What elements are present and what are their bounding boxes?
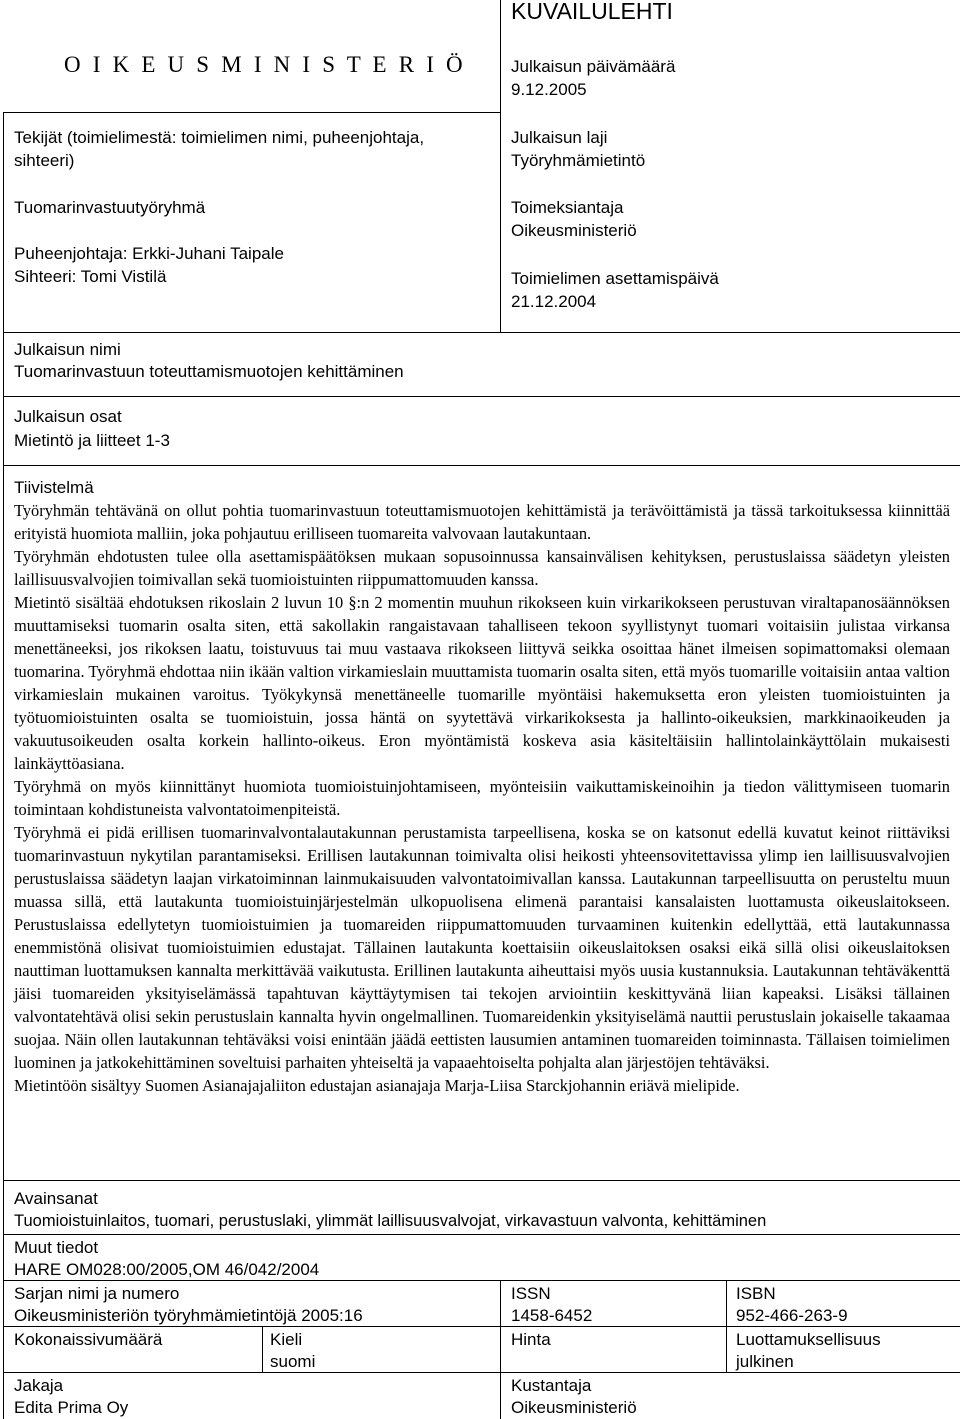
commissioner-value: Oikeusministeriö bbox=[511, 221, 637, 240]
confidentiality-label: Luottamuksellisuus bbox=[736, 1330, 881, 1349]
distributor-value: Edita Prima Oy bbox=[14, 1398, 129, 1417]
pages-label: Kokonaissivumäärä bbox=[14, 1330, 163, 1349]
rule-after-parts bbox=[3, 465, 960, 466]
isbn-value: 952-466-263-9 bbox=[736, 1306, 848, 1325]
publisher-value: Oikeusministeriö bbox=[511, 1398, 637, 1417]
appointment-date-label: Toimielimen asettamispäivä bbox=[511, 269, 719, 288]
publication-date-label: Julkaisun päivämäärä bbox=[511, 57, 676, 76]
divider-language bbox=[262, 1326, 263, 1372]
keywords-label: Avainsanat bbox=[14, 1189, 98, 1208]
abstract-paragraph: Mietintöön sisältyy Suomen Asianajajaliiton edustajan asianajaja Marja-Liisa Starckjohannin eriävä mielipide. bbox=[14, 1076, 740, 1095]
publication-date-value: 9.12.2005 bbox=[511, 80, 587, 99]
authors-label-cont: sihteeri) bbox=[14, 151, 75, 170]
publication-parts-value: Mietintö ja liitteet 1-3 bbox=[14, 431, 170, 450]
confidentiality-value: julkinen bbox=[736, 1352, 794, 1371]
rule-after-header bbox=[3, 332, 960, 333]
authors-label: Tekijät (toimielimestä: toimielimen nimi, puheenjohtaja, bbox=[14, 128, 425, 147]
divider-mid-bottom bbox=[500, 1280, 501, 1419]
isbn-label: ISBN bbox=[736, 1284, 776, 1303]
rule-after-name bbox=[3, 396, 960, 397]
language-value: suomi bbox=[270, 1352, 316, 1371]
publication-name-value: Tuomarinvastuun toteuttamismuotojen kehittäminen bbox=[14, 362, 404, 381]
other-info-label: Muut tiedot bbox=[14, 1238, 99, 1257]
abstract-paragraph: Työryhmän ehdotusten tulee olla asettamispäätöksen mukaan sopusoinnussa kansainvälisen kehityksen, perustuslaissa säädetyn yleisten laillisuusvalvojien toimivallan sekä tuomioistuinten riippumattomuuden kanssa. bbox=[14, 547, 950, 589]
appointment-date-value: 21.12.2004 bbox=[511, 292, 597, 311]
keywords-value: Tuomioistuinlaitos, tuomari, perustuslaki, ylimmät laillisuusvalvojat, virkavastuun valvonta, kehittäminen bbox=[14, 1212, 767, 1230]
language-label: Kieli bbox=[270, 1330, 303, 1349]
divider-right-bottom bbox=[726, 1280, 727, 1372]
form-title: KUVAILULEHTI bbox=[511, 0, 673, 24]
abstract-paragraph: Työryhmä on myös kiinnittänyt huomiota tuomioistuinjohtamiseen, myönteisiin vaikuttamiskeinoihin ja tiedon välittymiseen tuomarin toimintaan kohdistuneista valvontatoimenpiteistä. bbox=[14, 777, 950, 819]
abstract-paragraph: Mietintö sisältää ehdotuksen rikoslain 2 luvun 10 §:n 2 momentin muuhun rikokseen kuin virkarikokseen perustuvan viraltapanosäännöksen muuttamiseksi tuomarin osalta siten, että sakollakin rangaistavaan tahalliseen tekoon syyllistynyt tuomari voitaisiin julistaa virkansa menettäneeksi, jos rikoksen laatu, toistuvuus tai muu vastaava rikokseen liittyvä seikka osoittaa hänet ilmeisen sopimattomaksi olemaan tuomarina. Työryhmä ehdottaa niin ikään valtion virkamieslain muuttamista tuomarin osalta siten, että myös tuomarille voitaisiin antaa valtion virkamieslain mukainen varoitus. Työkykynsä menettäneelle tuomarille myöntäisi hakemuksetta eron yleisten tuomioistuinten ja työtuomioistuinten osalta se tuomioistuin, jossa häntä on syytettävä virkarikoksesta ja hallinto-oikeuksien, markkinaoikeuden ja vakuutusoikeuden osalta korkein hallinto-oikeus. Eron myöntämistä koskeva asia käsiteltäisiin hallintolainkäyttölain mukaisesti lainkäyttöasiana. bbox=[14, 593, 950, 773]
series-value: Oikeusministeriön työryhmämietintöjä 2005:16 bbox=[14, 1306, 363, 1325]
commissioner-label: Toimeksiantaja bbox=[511, 198, 624, 217]
abstract-body bbox=[14, 499, 950, 1097]
issn-value: 1458-6452 bbox=[511, 1306, 593, 1325]
divider-top-column bbox=[500, 0, 501, 332]
issn-label: ISSN bbox=[511, 1284, 551, 1303]
border-left bbox=[3, 112, 4, 1419]
rule-after-pages bbox=[3, 1372, 960, 1373]
abstract-paragraph: Työryhmä ei pidä erillisen tuomarinvalvontalautakunnan perustamista tarpeellisena, koska se on katsonut edellä kuvatut keinot riittäviksi tuomarinvastuun nykytilan parantamiseksi. Erillisen lautakunnan toimivalta olisi heikosti yhteensovitettavissa ylimp ien laillisuusvalvojien perustuslaissa säädetyn laajan virkatoiminnan lainmukaisuuden valvontatoimivallan kanssa. Lautakunnan tarpeellisuutta on perusteltu muun muassa sillä, että lautakunta tuomioistuinjärjestelmän ulkopuolisena elimenä parantaisi kansalaisten luottamusta oikeuslaitokseen. Perustuslaissa edellytetyn tuomioistuimien ja tuomareiden riippumattomuuden turvaaminen kuitenkin edellyttää, että lautakunnassa enemmistönä olisivat tuomioistuimien edustajat. Tällainen lautakunta koettaisiin oikeuslaitoksen osaksi eikä sillä olisi oikeuslaitoksen nauttiman luottamuksen kannalta merkittävää vaikutusta. Erillinen lautakunta aiheuttaisi myös uusia kustannuksia. Lautakunnan tehtäväkenttä jäisi tuomareiden yksityiselämässä tapahtuvan käyttäytymisen tai tekojen arviointiin keskittyvänä liian kapeaksi. Lisäksi tällainen valvontatehtävä olisi sekin perustuslain kannalta hyvin ongelmallinen. Tuomareidenkin yksityiselämä nauttii perustuslain jokaiselle takaamaa suojaa. Näin ollen lautakunnan tehtäväksi voisi enintään jäädä eettisten lausumien antaminen tuomareiden toiminnasta. Tällaisen toimielimen luominen ja jatkokehittäminen soveltuisi parhaiten yhteiseltä ja vapaaehtoiselta pohjalta alan järjestöjen tehtäväksi. bbox=[14, 823, 950, 1072]
price-label: Hinta bbox=[511, 1330, 551, 1349]
rule-after-keywords bbox=[3, 1234, 960, 1235]
publication-type-label: Julkaisun laji bbox=[511, 128, 608, 147]
rule-after-abstract bbox=[3, 1180, 960, 1181]
abstract-paragraph: Työryhmän tehtävänä on ollut pohtia tuomarinvastuun toteuttamismuotojen kehittämistä ja terävöittämistä ja tässä tarkoituksessa kiinnittää erityistä huomiota malliin, joka pohjautuu erilliseen tuomareita valvovaan lautakuntaan. bbox=[14, 501, 950, 543]
publisher-label: Kustantaja bbox=[511, 1376, 592, 1395]
publication-name-label: Julkaisun nimi bbox=[14, 340, 121, 359]
distributor-label: Jakaja bbox=[14, 1376, 64, 1395]
series-label: Sarjan nimi ja numero bbox=[14, 1284, 180, 1303]
other-info-value: HARE OM028:00/2005,OM 46/042/2004 bbox=[14, 1260, 320, 1279]
rule-top-left bbox=[3, 112, 501, 113]
authors-chair: Puheenjohtaja: Erkki-Juhani Taipale bbox=[14, 244, 284, 263]
authors-secretary: Sihteeri: Tomi Vistilä bbox=[14, 267, 167, 286]
authors-body: Tuomarinvastuutyöryhmä bbox=[14, 198, 206, 217]
abstract-label: Tiivistelmä bbox=[14, 478, 94, 497]
publication-parts-label: Julkaisun osat bbox=[14, 407, 122, 426]
publication-type-value: Työryhmämietintö bbox=[511, 151, 646, 170]
ministry-title: O I K E U S M I N I S T E R I Ö bbox=[64, 52, 466, 77]
